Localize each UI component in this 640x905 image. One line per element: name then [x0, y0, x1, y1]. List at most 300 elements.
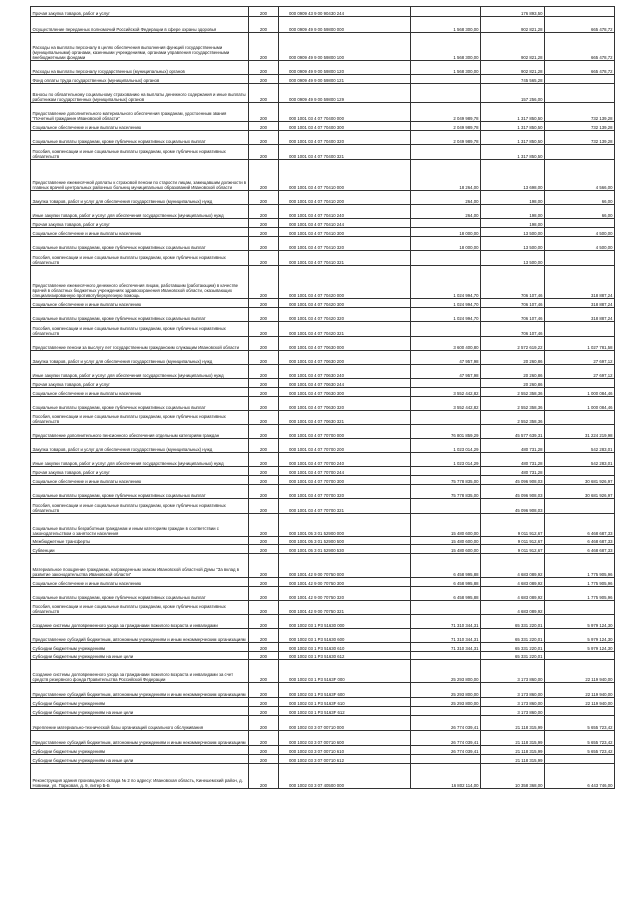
- line-code: 200: [249, 17, 279, 33]
- executed-amount: 1 317 850,50: [481, 145, 545, 160]
- budget-item-name: Социальные выплаты безработным гражданам и иным категориям граждан в соответствии с законодательством о занятости населения: [31, 514, 249, 537]
- executed-amount: 902 821,28: [481, 17, 545, 33]
- line-code: 200: [249, 365, 279, 379]
- unexecuted-amount: [545, 322, 615, 337]
- budget-item-name: Пособия, компенсации и иные социальные выплаты гражданам, кроме публичных нормативных обязательств: [31, 499, 249, 514]
- approved-amount: 47 957,98: [411, 365, 481, 379]
- table-row: [31, 731, 615, 746]
- classification-code: 000 1001 03 4 07 70410 240: [279, 205, 411, 219]
- classification-code: 000 1001 03 4 07 70630 244: [279, 379, 411, 388]
- approved-amount: 26 774 039,41: [411, 716, 481, 731]
- classification-code: 000 0909 49 9 00 59800 120: [279, 61, 411, 75]
- executed-amount: 902 821,28: [481, 61, 545, 75]
- line-code: 200: [249, 467, 279, 476]
- line-code: 200: [249, 643, 279, 652]
- budget-item-name: Субсидии бюджетным учреждениям: [31, 746, 249, 755]
- table-row: [31, 578, 615, 587]
- line-code: 200: [249, 299, 279, 308]
- classification-code: 000 1001 42 9 00 70750 300: [279, 578, 411, 587]
- budget-item-name: Предоставление пенсии за выслугу лет государственным гражданским служащим Ивановской области: [31, 337, 249, 351]
- executed-amount: 21 118 315,99: [481, 716, 545, 731]
- approved-amount: 18 264,00: [411, 160, 481, 191]
- budget-item-name: Предоставление дополнительного пенсионного обеспечения отдельным категориям граждан: [31, 425, 249, 439]
- classification-code: 000 1001 03 4 07 70630 320: [279, 397, 411, 411]
- unexecuted-amount: 732 139,28: [545, 122, 615, 131]
- approved-amount: 71 310 344,31: [411, 615, 481, 629]
- budget-item-name: Социальные выплаты гражданам, кроме публичных нормативных социальных выплат: [31, 587, 249, 601]
- budget-item-name: Иные закупки товаров, работ и услуг для обеспечения государственных (муниципальных) нужд: [31, 365, 249, 379]
- approved-amount: 18 000,00: [411, 237, 481, 251]
- line-code: 200: [249, 425, 279, 439]
- budget-item-name: Предоставление субсидий бюджетным, автономным учреждениям и иным некоммерческим организациям: [31, 683, 249, 698]
- classification-code: 000 1002 03 3 07 00710 000: [279, 716, 411, 731]
- approved-amount: 26 774 039,41: [411, 746, 481, 755]
- line-code: 200: [249, 707, 279, 716]
- unexecuted-amount: [545, 251, 615, 266]
- classification-code: 000 1001 03 4 07 70700 300: [279, 476, 411, 485]
- budget-item-name: Субсидии бюджетным учреждениям на иные цели: [31, 707, 249, 716]
- table-row: [31, 191, 615, 205]
- budget-item-name: Создание системы долговременного ухода за гражданами пожилого возраста и инвалидами за счет средств резервного фонда Правительства Российской Федерации: [31, 660, 249, 683]
- executed-amount: 65 331 220,01: [481, 615, 545, 629]
- budget-item-name: Реконструкция здания производного склада № 2 по адресу: Ивановская область, Кинешемский район, д. Новинки, ул. Парковая, д. 9, литер Б-Б: [31, 764, 249, 789]
- unexecuted-amount: [545, 755, 615, 764]
- classification-code: 000 1002 03 3 07 00710 600: [279, 731, 411, 746]
- approved-amount: 16 802 114,00: [411, 764, 481, 789]
- budget-item-name: Материальное поощрение гражданам, награжденным знаком Ивановской областной Думы "За вклад в развитие законодательства Ивановской области": [31, 554, 249, 578]
- line-code: 200: [249, 629, 279, 643]
- budget-execution-table: [30, 6, 615, 789]
- budget-item-name: Фонд оплаты труда государственных (муниципальных) органов: [31, 75, 249, 84]
- classification-code: 000 1001 03 4 07 70420 321: [279, 322, 411, 337]
- table-row: [31, 601, 615, 615]
- approved-amount: [411, 467, 481, 476]
- approved-amount: 2 049 989,78: [411, 122, 481, 131]
- table-row: [31, 755, 615, 764]
- table-row: [31, 103, 615, 122]
- line-code: 200: [249, 746, 279, 755]
- budget-item-name: Предоставление субсидий бюджетным, автономным учреждениям и иным некоммерческим организациям: [31, 629, 249, 643]
- classification-code: 000 1001 03 4 07 70700 000: [279, 425, 411, 439]
- executed-amount: 176 893,50: [481, 7, 545, 17]
- line-code: 200: [249, 75, 279, 84]
- unexecuted-amount: [545, 499, 615, 514]
- executed-amount: 9 011 912,67: [481, 514, 545, 537]
- line-code: 200: [249, 103, 279, 122]
- classification-code: 000 1001 03 4 07 70630 000: [279, 337, 411, 351]
- executed-amount: 198,00: [481, 205, 545, 219]
- line-code: 200: [249, 545, 279, 554]
- unexecuted-amount: 5 979 124,30: [545, 629, 615, 643]
- budget-item-name: Закупка товаров, работ и услуг для обеспечения государственных (муниципальных) нужд: [31, 439, 249, 453]
- approved-amount: 2 049 989,78: [411, 103, 481, 122]
- approved-amount: [411, 379, 481, 388]
- budget-item-name: Социальное обеспечение и иные выплаты населению: [31, 578, 249, 587]
- budget-item-name: Прочая закупка товаров, работ и услуг: [31, 467, 249, 476]
- unexecuted-amount: [545, 75, 615, 84]
- unexecuted-amount: [545, 379, 615, 388]
- executed-amount: 480 731,28: [481, 453, 545, 467]
- line-code: 200: [249, 145, 279, 160]
- line-code: 200: [249, 514, 279, 537]
- budget-item-name: Расходы на выплаты персоналу государственных (муниципальных) органов: [31, 61, 249, 75]
- budget-item-name: Социальные выплаты гражданам, кроме публичных нормативных социальных выплат: [31, 131, 249, 145]
- line-code: 200: [249, 537, 279, 545]
- classification-code: 000 1001 05 3 01 52900 500: [279, 537, 411, 545]
- line-code: 200: [249, 476, 279, 485]
- classification-code: 000 1001 42 9 00 70750 320: [279, 587, 411, 601]
- table-row: [31, 228, 615, 237]
- unexecuted-amount: 542 283,01: [545, 439, 615, 453]
- executed-amount: 21 118 315,99: [481, 731, 545, 746]
- table-row: [31, 266, 615, 299]
- classification-code: 000 1001 03 4 07 70700 244: [279, 467, 411, 476]
- line-code: 200: [249, 388, 279, 397]
- table-row: [31, 545, 615, 554]
- budget-item-name: Создание системы долговременного ухода за гражданами пожилого возраста и инвалидами: [31, 615, 249, 629]
- approved-amount: 47 957,98: [411, 351, 481, 365]
- unexecuted-amount: 6 468 687,33: [545, 514, 615, 537]
- classification-code: 000 1002 03 1 P3 51630 000: [279, 615, 411, 629]
- classification-code: 000 1001 03 4 07 70410 200: [279, 191, 411, 205]
- line-code: 200: [249, 308, 279, 322]
- table-row: [31, 476, 615, 485]
- executed-amount: 4 683 089,92: [481, 587, 545, 601]
- executed-amount: 13 500,00: [481, 228, 545, 237]
- executed-amount: 9 011 912,67: [481, 545, 545, 554]
- executed-amount: 480 731,28: [481, 467, 545, 476]
- table-row: [31, 707, 615, 716]
- budget-item-name: Прочая закупка товаров, работ и услуг: [31, 379, 249, 388]
- approved-amount: 1 024 994,70: [411, 308, 481, 322]
- approved-amount: 25 293 800,00: [411, 683, 481, 698]
- executed-amount: 1 317 850,50: [481, 131, 545, 145]
- line-code: 200: [249, 251, 279, 266]
- executed-amount: 13 500,00: [481, 251, 545, 266]
- unexecuted-amount: [545, 145, 615, 160]
- classification-code: 000 1001 03 4 07 70700 321: [279, 499, 411, 514]
- line-code: 200: [249, 601, 279, 615]
- table-row: [31, 587, 615, 601]
- budget-item-name: Иные закупки товаров, работ и услуг для обеспечения государственных (муниципальных) нужд: [31, 205, 249, 219]
- budget-item-name: Социальные выплаты гражданам, кроме публичных нормативных социальных выплат: [31, 237, 249, 251]
- classification-code: 000 1001 03 4 07 70410 244: [279, 219, 411, 228]
- executed-amount: 13 698,00: [481, 160, 545, 191]
- unexecuted-amount: 542 283,01: [545, 453, 615, 467]
- unexecuted-amount: 6 468 687,33: [545, 537, 615, 545]
- executed-amount: 2 552 358,36: [481, 411, 545, 425]
- classification-code: 000 1001 03 4 07 70400 321: [279, 145, 411, 160]
- unexecuted-amount: 4 500,00: [545, 228, 615, 237]
- classification-code: 000 1002 03 1 P3 51630 612: [279, 652, 411, 660]
- table-row: [31, 251, 615, 266]
- approved-amount: [411, 145, 481, 160]
- approved-amount: 18 000,00: [411, 228, 481, 237]
- line-code: 200: [249, 351, 279, 365]
- classification-code: 000 1001 03 4 07 70400 300: [279, 122, 411, 131]
- classification-code: 000 1002 03 1 P3 5163F 600: [279, 683, 411, 698]
- executed-amount: 1 317 850,50: [481, 122, 545, 131]
- budget-item-name: Предоставление ежемесячной доплаты к страховой пенсии по старости лицам, замещавшим должности в главных врачей центральных районных больниц муниципальных образований Ивановской области: [31, 160, 249, 191]
- approved-amount: [411, 251, 481, 266]
- classification-code: 000 1001 05 3 01 52900 530: [279, 545, 411, 554]
- executed-amount: 2 572 619,22: [481, 337, 545, 351]
- executed-amount: 706 107,46: [481, 266, 545, 299]
- budget-item-name: Прочая закупка товаров, работ и услуг: [31, 7, 249, 17]
- executed-amount: 745 565,28: [481, 75, 545, 84]
- budget-item-name: Пособия, компенсации и иные социальные выплаты гражданам, кроме публичных нормативных обязательств: [31, 322, 249, 337]
- executed-amount: 3 173 860,00: [481, 698, 545, 707]
- executed-amount: 706 107,46: [481, 308, 545, 322]
- classification-code: 000 0909 49 9 00 59800 100: [279, 33, 411, 61]
- table-row: [31, 351, 615, 365]
- unexecuted-amount: 22 119 940,00: [545, 698, 615, 707]
- classification-code: 000 1002 03 3 07 40500 000: [279, 764, 411, 789]
- classification-code: 000 1001 03 4 07 70410 300: [279, 228, 411, 237]
- executed-amount: 13 500,00: [481, 237, 545, 251]
- approved-amount: 15 480 600,00: [411, 514, 481, 537]
- table-row: [31, 514, 615, 537]
- budget-item-name: Закупка товаров, работ и услуг для обеспечения государственных (муниципальных) нужд: [31, 351, 249, 365]
- approved-amount: [411, 219, 481, 228]
- unexecuted-amount: [545, 652, 615, 660]
- approved-amount: 76 801 859,29: [411, 425, 481, 439]
- classification-code: 000 1001 03 4 07 70630 300: [279, 388, 411, 397]
- unexecuted-amount: 732 139,28: [545, 103, 615, 122]
- executed-amount: 45 096 908,03: [481, 499, 545, 514]
- line-code: 200: [249, 191, 279, 205]
- unexecuted-amount: 5 655 723,42: [545, 716, 615, 731]
- approved-amount: 71 310 344,31: [411, 643, 481, 652]
- unexecuted-amount: 27 697,12: [545, 365, 615, 379]
- budget-item-name: Социальное обеспечение и иные выплаты населению: [31, 122, 249, 131]
- budget-item-name: Субсидии бюджетным учреждениям: [31, 698, 249, 707]
- executed-amount: 4 683 089,92: [481, 578, 545, 587]
- unexecuted-amount: [545, 411, 615, 425]
- unexecuted-amount: [545, 601, 615, 615]
- classification-code: 000 1002 03 1 P3 5163F 610: [279, 698, 411, 707]
- approved-amount: 6 458 995,88: [411, 587, 481, 601]
- unexecuted-amount: [545, 467, 615, 476]
- classification-code: 000 1001 03 4 07 70420 320: [279, 308, 411, 322]
- table-row: [31, 145, 615, 160]
- classification-code: 000 0909 49 9 00 59800 000: [279, 17, 411, 33]
- table-row: [31, 75, 615, 84]
- line-code: 200: [249, 716, 279, 731]
- line-code: 200: [249, 322, 279, 337]
- executed-amount: 20 260,86: [481, 351, 545, 365]
- classification-code: 000 1001 03 4 07 70630 240: [279, 365, 411, 379]
- line-code: 200: [249, 499, 279, 514]
- executed-amount: 21 118 315,99: [481, 746, 545, 755]
- executed-amount: 9 011 912,67: [481, 537, 545, 545]
- line-code: 200: [249, 698, 279, 707]
- executed-amount: 45 577 639,31: [481, 425, 545, 439]
- executed-amount: 65 331 220,01: [481, 643, 545, 652]
- unexecuted-amount: 5 655 723,42: [545, 731, 615, 746]
- approved-amount: [411, 411, 481, 425]
- classification-code: 000 1001 05 3 01 52900 000: [279, 514, 411, 537]
- table-row: [31, 554, 615, 578]
- line-code: 200: [249, 84, 279, 103]
- approved-amount: 3 552 442,82: [411, 388, 481, 397]
- table-row: [31, 698, 615, 707]
- executed-amount: 2 552 358,36: [481, 397, 545, 411]
- budget-item-name: Взносы по обязательному социальному страхованию на выплаты денежного содержания и иные выплаты работникам государственных (муниципальных) органов: [31, 84, 249, 103]
- executed-amount: 65 331 220,01: [481, 629, 545, 643]
- executed-amount: 3 173 860,00: [481, 683, 545, 698]
- table-row: [31, 388, 615, 397]
- table-row: [31, 397, 615, 411]
- budget-item-name: Социальные выплаты гражданам, кроме публичных нормативных социальных выплат: [31, 397, 249, 411]
- line-code: 200: [249, 33, 279, 61]
- unexecuted-amount: 665 478,72: [545, 33, 615, 61]
- line-code: 200: [249, 266, 279, 299]
- line-code: 200: [249, 61, 279, 75]
- executed-amount: 20 260,86: [481, 365, 545, 379]
- table-row: [31, 439, 615, 453]
- budget-item-name: Пособия, компенсации и иные социальные выплаты гражданам, кроме публичных нормативных обязательств: [31, 145, 249, 160]
- table-row: [31, 716, 615, 731]
- executed-amount: 45 096 908,03: [481, 476, 545, 485]
- line-code: 200: [249, 683, 279, 698]
- table-row: [31, 219, 615, 228]
- executed-amount: 3 173 860,00: [481, 660, 545, 683]
- table-row: [31, 746, 615, 755]
- table-row: [31, 337, 615, 351]
- approved-amount: [411, 499, 481, 514]
- table-row: [31, 764, 615, 789]
- unexecuted-amount: [545, 7, 615, 17]
- budget-item-name: Социальные выплаты гражданам, кроме публичных нормативных социальных выплат: [31, 485, 249, 499]
- line-code: 200: [249, 615, 279, 629]
- budget-item-name: Расходы на выплаты персоналу в целях обеспечения выполнения функций государственными (муниципальными) органами, казенными учреждениями, органами управления государственными внебюджетными фондами: [31, 33, 249, 61]
- executed-amount: 198,00: [481, 191, 545, 205]
- budget-item-name: Социальное обеспечение и иные выплаты населению: [31, 388, 249, 397]
- budget-item-name: Иные закупки товаров, работ и услуг для обеспечения государственных (муниципальных) нужд: [31, 453, 249, 467]
- executed-amount: 198,00: [481, 219, 545, 228]
- unexecuted-amount: 5 979 124,30: [545, 643, 615, 652]
- approved-amount: [411, 707, 481, 716]
- line-code: 200: [249, 411, 279, 425]
- table-row: [31, 7, 615, 17]
- budget-item-name: Предоставление субсидий бюджетным, автономным учреждениям и иным некоммерческим организациям: [31, 731, 249, 746]
- table-row: [31, 643, 615, 652]
- unexecuted-amount: 1 000 084,46: [545, 388, 615, 397]
- budget-item-name: Социальное обеспечение и иные выплаты населению: [31, 476, 249, 485]
- budget-item-name: Субсидии бюджетным учреждениям на иные цели: [31, 652, 249, 660]
- line-code: 200: [249, 453, 279, 467]
- table-row: [31, 160, 615, 191]
- line-code: 200: [249, 131, 279, 145]
- unexecuted-amount: 665 478,72: [545, 17, 615, 33]
- line-code: 200: [249, 652, 279, 660]
- classification-code: 000 1001 03 4 07 70420 000: [279, 266, 411, 299]
- table-row: [31, 499, 615, 514]
- line-code: 200: [249, 7, 279, 17]
- table-row: [31, 467, 615, 476]
- approved-amount: 71 310 344,31: [411, 629, 481, 643]
- budget-item-name: Осуществление переданных полномочий Российской Федерации в сфере охраны здоровья: [31, 17, 249, 33]
- line-code: 200: [249, 219, 279, 228]
- executed-amount: 2 552 358,36: [481, 388, 545, 397]
- unexecuted-amount: [545, 219, 615, 228]
- unexecuted-amount: 30 681 926,97: [545, 485, 615, 499]
- line-code: 200: [249, 237, 279, 251]
- budget-item-name: Социальное обеспечение и иные выплаты населению: [31, 299, 249, 308]
- unexecuted-amount: 732 139,28: [545, 131, 615, 145]
- unexecuted-amount: [545, 84, 615, 103]
- unexecuted-amount: 5 655 723,42: [545, 746, 615, 755]
- table-row: [31, 453, 615, 467]
- approved-amount: 6 458 995,88: [411, 554, 481, 578]
- table-row: [31, 365, 615, 379]
- approved-amount: 1 568 300,00: [411, 61, 481, 75]
- budget-item-name: Межбюджетные трансферты: [31, 537, 249, 545]
- line-code: 200: [249, 160, 279, 191]
- approved-amount: 26 774 039,41: [411, 731, 481, 746]
- executed-amount: 157 256,00: [481, 84, 545, 103]
- table-row: [31, 652, 615, 660]
- unexecuted-amount: 4 500,00: [545, 237, 615, 251]
- classification-code: 000 1002 03 1 P3 51630 600: [279, 629, 411, 643]
- unexecuted-amount: 22 119 940,00: [545, 660, 615, 683]
- approved-amount: [411, 322, 481, 337]
- table-row: [31, 537, 615, 545]
- budget-item-name: Пособия, компенсации и иные социальные выплаты гражданам, кроме публичных нормативных обязательств: [31, 251, 249, 266]
- approved-amount: 1 024 994,70: [411, 266, 481, 299]
- unexecuted-amount: 6 443 746,00: [545, 764, 615, 789]
- unexecuted-amount: 1 000 084,46: [545, 397, 615, 411]
- approved-amount: 25 293 800,00: [411, 698, 481, 707]
- approved-amount: 15 480 600,00: [411, 537, 481, 545]
- classification-code: 000 1001 03 4 07 70700 200: [279, 439, 411, 453]
- unexecuted-amount: 27 697,12: [545, 351, 615, 365]
- budget-item-name: Субсидии бюджетным учреждениям: [31, 643, 249, 652]
- budget-item-name: Пособия, компенсации и иные социальные выплаты гражданам, кроме публичных нормативных обязательств: [31, 601, 249, 615]
- approved-amount: 6 458 995,88: [411, 578, 481, 587]
- unexecuted-amount: 318 887,24: [545, 299, 615, 308]
- classification-code: 000 1001 03 4 07 70700 240: [279, 453, 411, 467]
- budget-item-name: Прочая закупка товаров, работ и услуг: [31, 219, 249, 228]
- classification-code: 000 1001 42 9 00 70750 000: [279, 554, 411, 578]
- line-code: 200: [249, 660, 279, 683]
- classification-code: 000 1001 03 4 07 70410 320: [279, 237, 411, 251]
- budget-item-name: Предоставление ежемесячного денежного обеспечения лицам, работавшим (работающим) в качестве врачей в областных бюджетных учреждениях здравоохранения Ивановской области, оказывающих специализированную противотуберкулезную помощь: [31, 266, 249, 299]
- table-row: [31, 17, 615, 33]
- line-code: 200: [249, 485, 279, 499]
- classification-code: 000 1001 03 4 07 70400 000: [279, 103, 411, 122]
- table-row: [31, 411, 615, 425]
- line-code: 200: [249, 397, 279, 411]
- line-code: 200: [249, 764, 279, 789]
- line-code: 200: [249, 337, 279, 351]
- table-row: [31, 425, 615, 439]
- approved-amount: [411, 7, 481, 17]
- executed-amount: 902 821,28: [481, 33, 545, 61]
- unexecuted-amount: 5 979 124,30: [545, 615, 615, 629]
- unexecuted-amount: 318 887,24: [545, 266, 615, 299]
- budget-item-name: Укрепление материально-технической базы организаций социального обслуживания: [31, 716, 249, 731]
- line-code: 200: [249, 578, 279, 587]
- table-row: [31, 308, 615, 322]
- line-code: 200: [249, 228, 279, 237]
- unexecuted-amount: 22 119 940,00: [545, 683, 615, 698]
- line-code: 200: [249, 731, 279, 746]
- approved-amount: 3 552 442,82: [411, 397, 481, 411]
- classification-code: 000 1001 03 4 07 70630 200: [279, 351, 411, 365]
- classification-code: 000 1001 03 4 07 70700 320: [279, 485, 411, 499]
